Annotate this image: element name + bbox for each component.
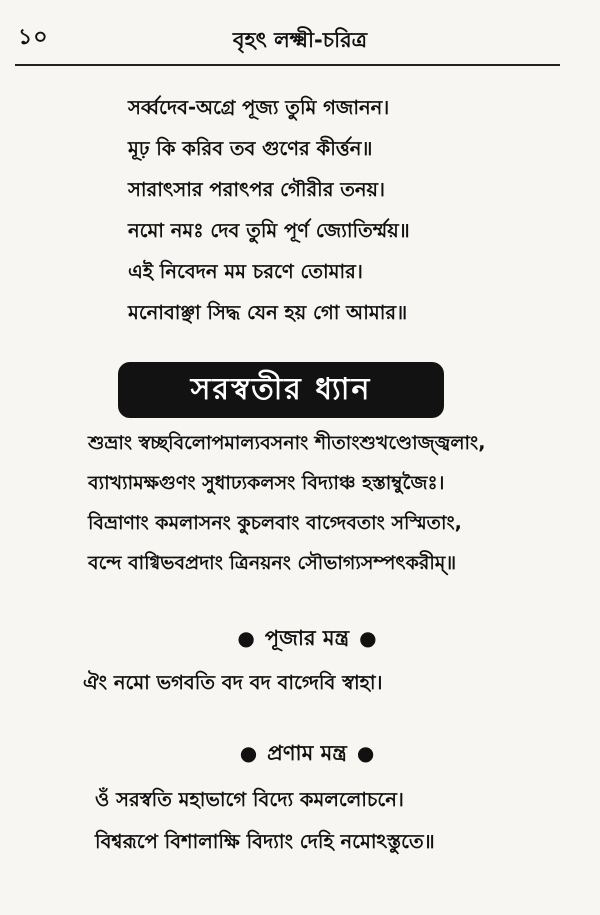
page-number: ১০ — [18, 25, 49, 50]
verse-line: সারাৎসার পরাৎপর গৌরীর তনয়। — [128, 178, 386, 201]
verse-line: বন্দে বাগ্বিভবপ্রদাং ত্রিনয়নং সৌভাগ্যসম্পৎকরীম্॥ — [88, 552, 457, 574]
bullet-icon: ● — [237, 626, 255, 650]
subheading-text: প্রণাম মন্ত্র — [267, 741, 347, 765]
bullet-icon: ● — [356, 741, 375, 765]
verse-line: ওঁ সরস্বতি মহাভাগে বিদ্যে কমললোচনে। — [95, 788, 404, 811]
verse-line: ঐং নমো ভগবতি বদ বদ বাগ্দেবি স্বাহা। — [83, 671, 383, 694]
verse-line: শুভ্রাং স্বচ্ছবিলোপমাল্যবসনাং শীতাংশুখণ্ডোজ্জ্বলাং, — [88, 432, 486, 454]
verse-line: মূঢ় কি করিব তব গুণের কীর্ত্তন॥ — [128, 137, 373, 160]
verse-line: এই নিবেদন মম চরণে তোমার। — [128, 260, 363, 283]
verse-line: বিশ্বরূপে বিশালাক্ষি বিদ্যাং দেহি নমোঽস্তুতে॥ — [95, 830, 435, 853]
puja-mantra-heading — [0, 622, 600, 657]
pranam-mantra — [0, 779, 600, 863]
puja-mantra — [0, 662, 600, 703]
header-rule — [15, 64, 560, 66]
verse-line: ব্যাখ্যামক্ষগুণং সুধাঢ্যকলসং বিদ্যাঞ্চ হস্তাম্বুজৈঃ। — [88, 472, 445, 494]
verse-line: সর্ব্বদেব-অগ্রে পূজ্য তুমি গজানন। — [128, 96, 390, 119]
ganesh-hymn — [0, 87, 600, 333]
subheading-text: পূজার মন্ত্র — [264, 626, 350, 650]
bullet-icon: ● — [239, 741, 258, 765]
verse-line: মনোবাঞ্ছা সিদ্ধ যেন হয় গো আমার॥ — [128, 301, 408, 324]
section-heading: সরস্বতীর ধ্যান — [190, 371, 372, 407]
saraswati-dhyan — [0, 423, 600, 583]
pranam-mantra-heading — [0, 737, 600, 772]
verse-line: নমো নমঃ দেব তুমি পূর্ণ জ্যোতির্ম্ময়॥ — [128, 219, 410, 242]
running-title: বৃহৎ লক্ষ্মী-চরিত্র — [232, 28, 368, 52]
bullet-icon: ● — [359, 626, 377, 650]
section-heading-banner — [118, 362, 444, 418]
verse-line: বিভ্রাণাং কমলাসনং কুচলবাং বাগ্দেবতাং সস্মিতাং, — [88, 512, 462, 534]
